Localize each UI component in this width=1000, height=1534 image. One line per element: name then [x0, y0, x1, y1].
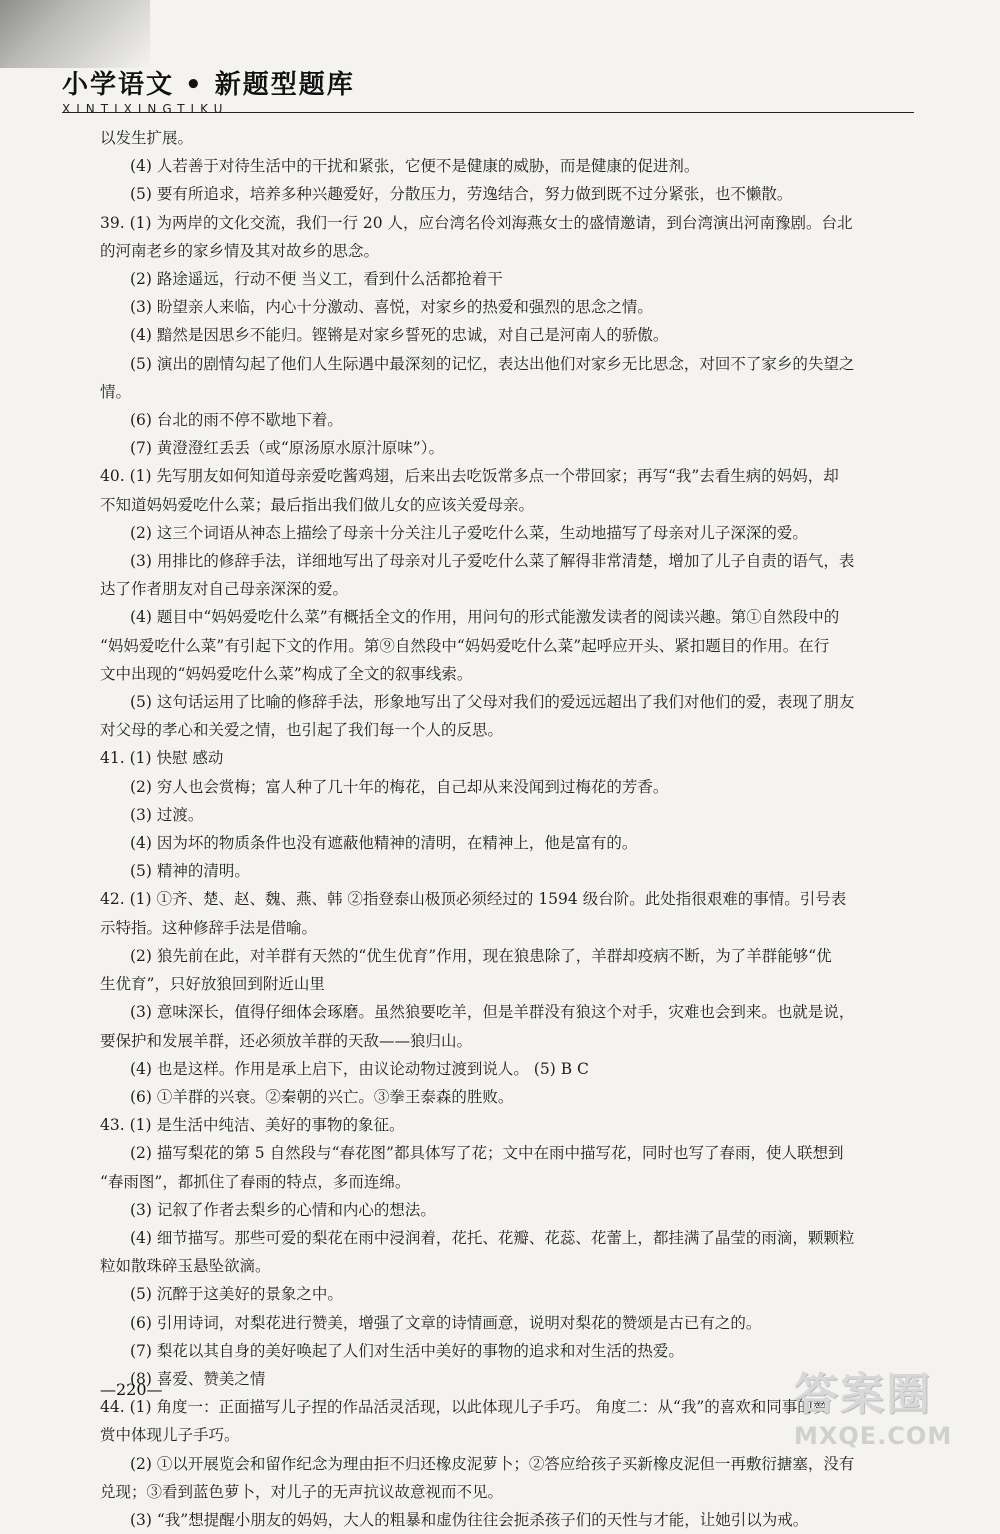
text-line: (3) 过渡。 — [130, 805, 204, 824]
question-44: 44. (1) 角度一：正面描写儿子捏的作品活灵活现，以此体现儿子手巧。 角度二：从“我”的喜欢和同事的赞 — [100, 1398, 829, 1417]
text-line: (2) 路途遥远，行动不便 当义工，看到什么活都抢着干 — [130, 270, 503, 289]
text-line: 兑现；③看到蓝色萝卜，对儿子的无声抗议故意视而不见。 — [100, 1482, 504, 1501]
text-line: 以发生扩展。 — [100, 129, 194, 147]
text-line: 的河南老乡的家乡情及其对故乡的思念。 — [100, 241, 380, 260]
question-42: 42. (1) ①齐、楚、赵、魏、燕、韩 ②指登泰山极顶必须经过的 1594 级台阶。此处指很艰难的事情。引号表 — [100, 890, 847, 909]
text-line: (3) 用排比的修辞手法，详细地写出了母亲对儿子爱吃什么菜了解得非常清楚，增加了儿子自责的语气，表 — [130, 552, 855, 571]
book-subtitle-pinyin: XINTIXINGTIKU — [62, 102, 229, 116]
text-line: (2) ①以开展览会和留作纪念为理由拒不归还橡皮泥萝卜；②答应给孩子买新橡皮泥但一再敷衍搪塞，没有 — [130, 1454, 855, 1473]
text-line: (2) 这三个词语从神态上描绘了母亲十分关注儿子爱吃什么菜，生动地描写了母亲对儿子深深的爱。 — [130, 523, 808, 542]
text-line: “妈妈爱吃什么菜”有引起下文的作用。第⑨自然段中“妈妈爱吃什么菜”起呼应开头、紧扣题目的作用。在行 — [100, 636, 830, 655]
question-41: 41. (1) 快慰 感动 — [100, 749, 224, 768]
text-line: (4) 黯然是因思乡不能归。铿锵是对家乡誓死的忠诚，对自己是河南人的骄傲。 — [130, 326, 669, 345]
text-line: (7) 梨花以其自身的美好唤起了人们对生活中美好的事物的追求和对生活的热爱。 — [130, 1341, 684, 1360]
header-divider — [62, 112, 914, 113]
text-line: 示特指。这种修辞手法是借喻。 — [100, 918, 318, 937]
text-line: (6) ①羊群的兴衰。②秦朝的兴亡。③拳王泰森的胜败。 — [130, 1087, 514, 1106]
question-43: 43. (1) 是生活中纯洁、美好的事物的象征。 — [100, 1116, 405, 1135]
watermark-url: MXQE.COM — [794, 1422, 953, 1450]
book-title: 小学语文 • 新题型题库 — [62, 70, 355, 100]
text-line: (5) 精神的清明。 — [130, 862, 250, 881]
page-header — [62, 68, 914, 116]
text-line: (5) 这句话运用了比喻的修辞手法，形象地写出了父母对我们的爱远远超出了我们对他们的爱，表现了朋友 — [130, 693, 855, 712]
text-line: 赏中体现儿子手巧。 — [100, 1426, 240, 1445]
answer-text — [100, 124, 912, 1534]
text-line: (2) 狼先前在此，对羊群有天然的“优生优育”作用，现在狼患除了，羊群却疫病不断，为了羊群能够“优 — [130, 946, 832, 965]
text-line: 生优育”，只好放狼回到附近山里 — [100, 975, 325, 994]
corner-decoration — [0, 0, 150, 68]
question-40: 40. (1) 先写朋友如何知道母亲爱吃酱鸡翅，后来出去吃饭常多点一个带回家；再写“我”去看生病的妈妈，却 — [100, 467, 839, 486]
text-line: 对父母的孝心和关爱之情，也引起了我们每一个人的反思。 — [100, 721, 504, 740]
text-line: (5) 要有所追求，培养多种兴趣爱好，分散压力，劳逸结合，努力做到既不过分紧张，也不懒散。 — [130, 185, 793, 204]
text-line: 要保护和发展羊群，还必须放羊群的天敌——狼归山。 — [100, 1031, 473, 1050]
text-line: 情。 — [100, 382, 132, 401]
text-line: (4) 也是这样。作用是承上启下，由议论动物过渡到说人。 (5) B C — [130, 1059, 589, 1078]
text-line: “春雨图”，都抓住了春雨的特点，多而连绵。 — [100, 1172, 411, 1191]
text-line: (3) 记叙了作者去梨乡的心情和内心的想法。 — [130, 1200, 436, 1219]
text-line: 达了作者朋友对自己母亲深深的爱。 — [100, 580, 349, 599]
text-line: (2) 描写梨花的第 5 自然段与“春花图”都具体写了花；文中在雨中描写花，同时也写了春雨，使人联想到 — [130, 1144, 844, 1163]
text-line: (4) 细节描写。那些可爱的梨花在雨中浸润着，花托、花瓣、花蕊、花蕾上，都挂满了晶莹的雨滴，颗颗粒 — [130, 1228, 855, 1247]
text-line: (6) 台北的雨不停不歇地下着。 — [130, 411, 343, 430]
text-line: (6) 引用诗词，对梨花进行赞美，增强了文章的诗情画意，说明对梨花的赞颂是古已有之的。 — [130, 1313, 762, 1332]
text-line: 文中出现的“妈妈爱吃什么菜”构成了全文的叙事线索。 — [100, 664, 473, 683]
text-line: (8) 喜爱、赞美之情 — [130, 1369, 266, 1388]
text-line: (3) 意味深长，值得仔细体会琢磨。虽然狼要吃羊，但是羊群没有狼这个对手，灾难也会到来。也就是说， — [130, 1003, 855, 1022]
watermark-logo: 答案圈 — [794, 1369, 932, 1420]
question-39: 39. (1) 为两岸的文化交流，我们一行 20 人，应台湾名伶刘海燕女士的盛情邀请，到台湾演出河南豫剧。台北 — [100, 213, 853, 232]
text-line: (7) 黄澄澄红丢丢（或“原汤原水原汁原味”）。 — [130, 439, 444, 458]
page-number: —220— — [100, 1380, 163, 1399]
text-line: (5) 演出的剧情勾起了他们人生际遇中最深刻的记忆，表达出他们对家乡无比思念，对回不了家乡的失望之 — [130, 354, 855, 373]
text-line: (3) “我”想提醒小朋友的妈妈，大人的粗暴和虚伪往往会扼杀孩子们的天性与才能，让她引以为戒。 — [130, 1510, 809, 1529]
text-line: (5) 沉醉于这美好的景象之中。 — [130, 1285, 343, 1304]
text-line: (4) 人若善于对待生活中的干扰和紧张，它便不是健康的威胁，而是健康的促进剂。 — [130, 157, 700, 176]
text-line: (4) 因为坏的物质条件也没有遮蔽他精神的清明，在精神上，他是富有的。 — [130, 834, 638, 853]
text-line: (2) 穷人也会赏梅；富人种了几十年的梅花，自己却从来没闻到过梅花的芳香。 — [130, 777, 669, 796]
text-line: (3) 盼望亲人来临，内心十分激动、喜悦，对家乡的热爱和强烈的思念之情。 — [130, 298, 653, 317]
watermark — [794, 1358, 984, 1450]
text-line: (4) 题目中“妈妈爱吃什么菜”有概括全文的作用，用问句的形式能激发读者的阅读兴趣。第①自然段中的 — [130, 608, 840, 627]
text-line: 不知道妈妈爱吃什么菜；最后指出我们做儿女的应该关爱母亲。 — [100, 495, 535, 514]
text-line: 粒如散珠碎玉悬坠欲滴。 — [100, 1257, 271, 1276]
